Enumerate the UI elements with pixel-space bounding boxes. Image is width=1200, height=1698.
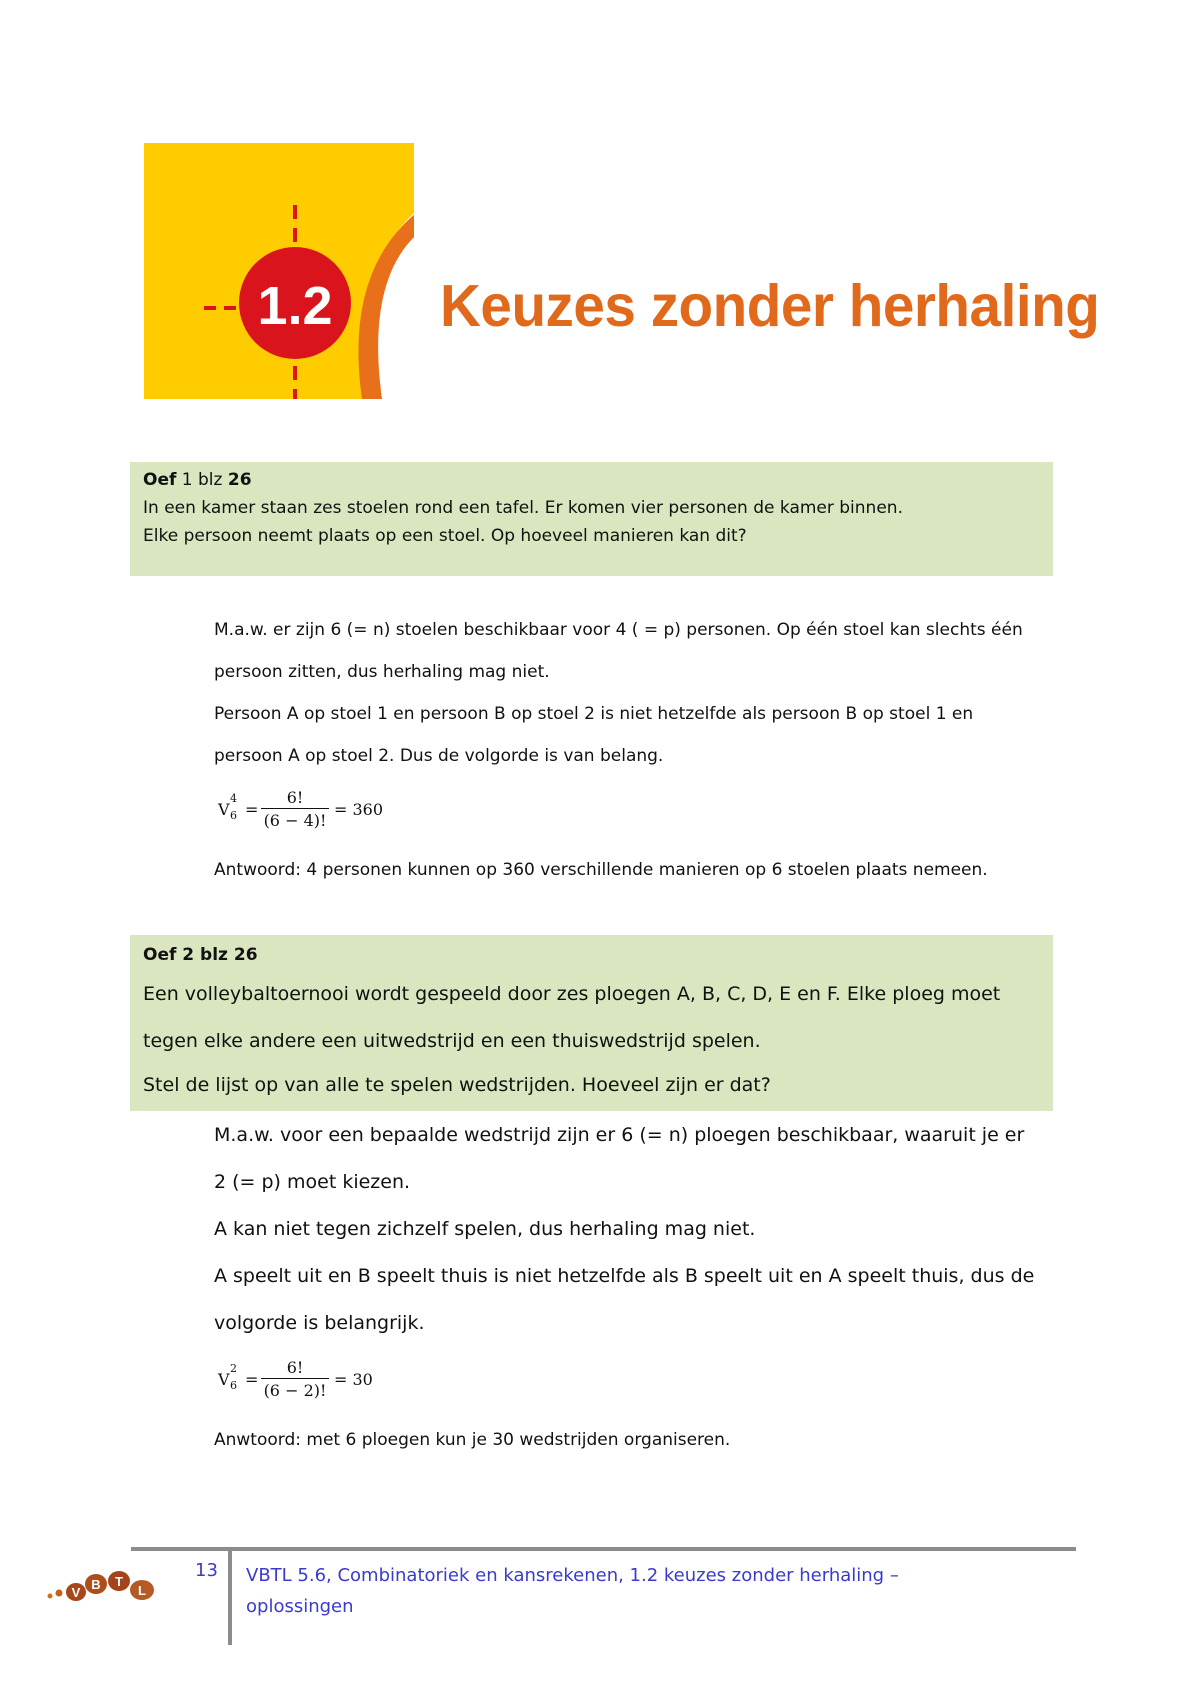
solution-1-line: persoon A op stoel 2. Dus de volgorde is van belang. (214, 746, 664, 766)
svg-text:V: V (71, 1585, 81, 1600)
formula-1-denominator: (6 − 4)! (263, 811, 327, 830)
solution-2-line: A speelt uit en B speelt thuis is niet hetzelfde als B speelt uit en A speelt thuis, dus de (214, 1265, 1035, 1287)
exercise-1-question-line: In een kamer staan zes stoelen rond een tafel. Er komen vier personen de kamer binnen. (143, 498, 903, 518)
exercise-1-heading: Oef 1 blz 26 (143, 470, 252, 490)
formula-2-numerator: 6! (261, 1358, 329, 1379)
solution-1-line: persoon zitten, dus herhaling mag niet. (214, 662, 550, 682)
formula-1-result: = 360 (334, 800, 384, 819)
exercise-2-question-line: tegen elke andere een uitwedstrijd en een thuiswedstrijd spelen. (143, 1030, 761, 1052)
formula-2-result: = 30 (334, 1370, 373, 1389)
formula-2: V 2 6 = $\frac{6!}{(6 - 2)!}$ = 30 (218, 1358, 373, 1400)
solution-2-line: volgorde is belangrijk. (214, 1312, 425, 1334)
solution-1-answer: Antwoord: 4 personen kunnen op 360 verschillende manieren op 6 stoelen plaats nemeen. (214, 860, 988, 880)
chapter-badge-graphic (144, 143, 414, 399)
formula-1-numerator: 6! (261, 788, 329, 809)
vbtl-logo (46, 1560, 166, 1622)
chapter-number: 1.2 (257, 276, 333, 336)
solution-2-answer: Anwtoord: met 6 ploegen kun je 30 wedstrijden organiseren. (214, 1430, 731, 1450)
page-number: 13 (195, 1560, 218, 1581)
footer-vertical-divider (228, 1551, 232, 1645)
exercise-2-heading: Oef 2 blz 26 (143, 945, 258, 965)
svg-text:B: B (91, 1577, 101, 1592)
footer-caption-line: VBTL 5.6, Combinatoriek en kansrekenen, 1.2 keuzes zonder herhaling – (246, 1565, 899, 1586)
solution-2-line: M.a.w. voor een bepaalde wedstrijd zijn er 6 (= n) ploegen beschikbaar, waaruit je er (214, 1124, 1025, 1146)
chapter-title: Keuzes zonder herhaling (440, 273, 1100, 339)
formula-2-denominator: (6 − 2)! (263, 1381, 327, 1400)
solution-2-line: A kan niet tegen zichzelf spelen, dus herhaling mag niet. (214, 1218, 756, 1240)
formula-1: V 4 6 = $\frac{6!}{(6 - 4)!}$ = 360 (218, 788, 384, 830)
exercise-2-question-line: Stel de lijst op van alle te spelen wedstrijden. Hoeveel zijn er dat? (143, 1074, 771, 1096)
solution-1-line: Persoon A op stoel 1 en persoon B op stoel 2 is niet hetzelfde als persoon B op stoel 1 en (214, 704, 974, 724)
footer-caption-line: oplossingen (246, 1596, 354, 1617)
svg-text:T: T (115, 1574, 123, 1589)
solution-2-line: 2 (= p) moet kiezen. (214, 1171, 411, 1193)
exercise-1-question-line: Elke persoon neemt plaats op een stoel. Op hoeveel manieren kan dit? (143, 526, 747, 546)
footer-divider (131, 1547, 1076, 1551)
exercise-2-question-line: Een volleybaltoernooi wordt gespeeld door zes ploegen A, B, C, D, E en F. Elke ploeg moet (143, 983, 1001, 1005)
solution-1-line: M.a.w. er zijn 6 (= n) stoelen beschikbaar voor 4 ( = p) personen. Op één stoel kan slechts één (214, 620, 1023, 640)
footer-caption (246, 1560, 1006, 1622)
svg-text:L: L (138, 1583, 146, 1598)
exercise-1-box (130, 462, 1053, 576)
exercise-2-box (130, 935, 1053, 1111)
